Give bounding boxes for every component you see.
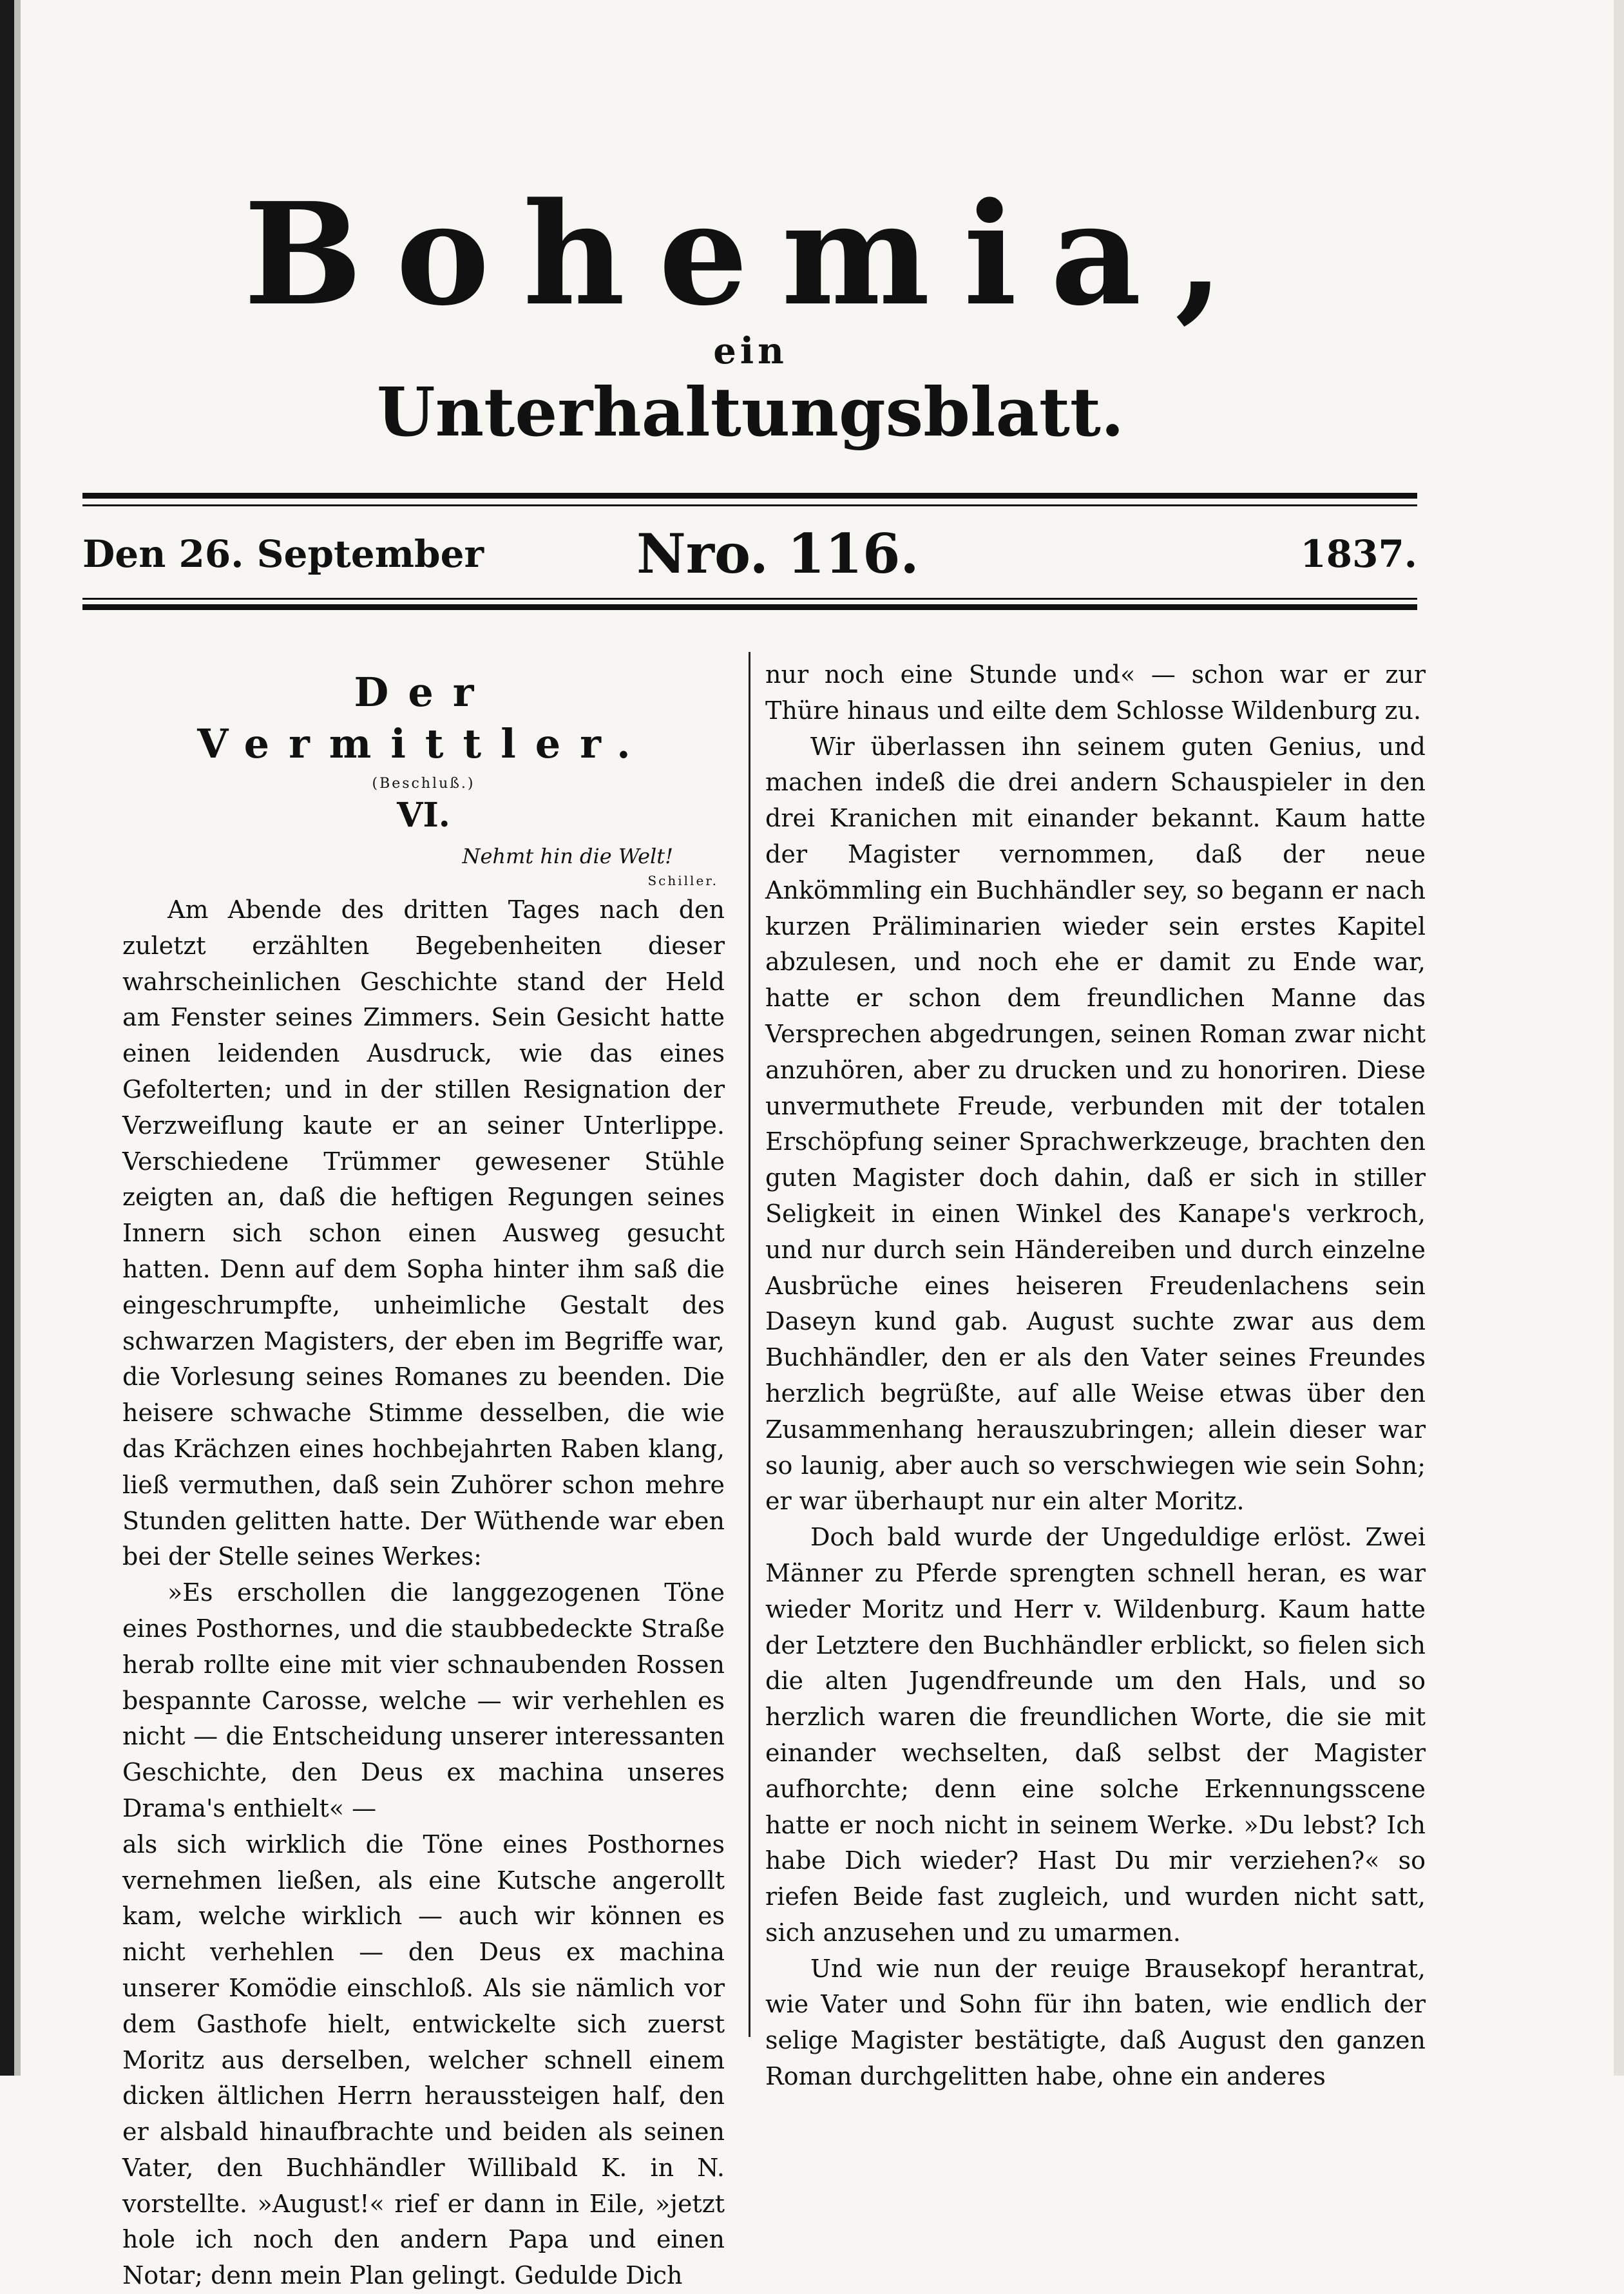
masthead-rule-bottom <box>82 598 1417 624</box>
paragraph: Am Abende des dritten Tages nach den zuletzt erzählten Begebenheiten dieser wahrscheinlichen Geschichte stand der Held am Fenster seines Zimmers. Sein Gesicht hatte einen leidenden Ausdruck, wie das eines Gefolterten; und in der stillen Resignation der Verzweiflung kaute er an seiner Unterlippe. Verschiedene Trümmer gewesener Stühle zeigten an, daß die heftigen Regungen seines Innern sich schon einen Ausweg gesucht hatten. Denn auf dem Sopha hinter ihm saß die eingeschrumpfte, unheimliche Gestalt des schwarzen Magisters, der eben im Begriffe war, die Vorlesung seines Romanes zu beenden. Die heisere schwache Stimme desselben, die wie das Krächzen eines hochbejahrten Raben klang, ließ vermuthen, daß sein Zuhörer schon mehre Stunden gelitten hatte. Der Wüthende war eben bei der Stelle seines Werkes: <box>122 895 725 1571</box>
newspaper-title: Bohemia, <box>244 172 1257 337</box>
page-right-edge <box>1614 0 1624 2076</box>
newspaper-subtitle: Unterhaltungsblatt. <box>376 372 1125 452</box>
issue-date: Den 26. September <box>82 532 484 576</box>
masthead-rule-top <box>82 493 1417 519</box>
paragraph-quote: »Es erschollen die langgezogenen Töne eines Posthornes, und die staubbedeckte Straße herab rollte eine mit vier schnaubenden Rossen bespannte Carosse, welche — wir verhehlen es nicht — die Entscheidung unserer interessanten Geschichte, den Deus ex machina unseres Drama's enthielt« — <box>122 1578 725 1822</box>
paragraph: Doch bald wurde der Ungeduldige erlöst. Zwei Männer zu Pferde sprengten schnell heran, es war wieder Moritz und Herr v. Wildenburg. Kaum hatte der Letztere den Buchhändler erblickt, so fielen sich die alten Jugendfreunde um den Hals, und so herzlich waren die freundlichen Worte, die sie mit einander wechselten, daß selbst der Magister aufhorchte; denn eine solche Erkennungsscene hatte er noch nicht in seinem Werke. »Du lebst? Ich habe Dich wieder? Hast Du mir verziehen?« so riefen Beide fast zugleich, und wurden nicht satt, sich anzusehen und zu umarmen. <box>765 1523 1426 1947</box>
paragraph: Wir überlassen ihn seinem guten Genius, und machen indeß die drei andern Schauspieler in den drei Kranichen mit einander bekannt. Kaum hatte der Magister vernommen, daß der neue Ankömmling ein Buchhändler sey, so begann er nach kurzen Präliminarien wieder sein erstes Kapitel abzulesen, und noch ehe er damit zu Ende war, hatte er schon dem freundlichen Manne das Versprechen abgedrungen, seinen Roman zwar nicht anzuhören, aber zu drucken und zu honoriren. Diese unvermuthete Freude, verbunden mit der totalen Erschöpfung seiner Sprachwerkzeuge, brachten den guten Magister doch dahin, daß er sich in stiller Seligkeit in einen Winkel des Kanape's verkroch, und nur durch sein Händereiben und durch einzelne Ausbrüche eines heiseren Freudenlachens sein Daseyn kund gab. August suchte zwar aus dem Buchhändler, den er als den Vater seines Freundes herzlich begrüßte, auf alle Weise etwas über den Zusammenhang herauszubringen; allein dieser war so launig, aber auch so verschwiegen wie sein Sohn; er war überhaupt nur ein alter Moritz. <box>765 732 1426 1516</box>
epigraph-author: Schiller. <box>647 873 718 888</box>
issue-year: 1837. <box>1300 532 1417 576</box>
paragraph: nur noch eine Stunde und« — schon war er zur Thüre hinaus und eilte dem Schlosse Wildenburg zu. <box>765 660 1426 725</box>
chapter-number: VI. <box>397 796 450 835</box>
epigraph: Nehmt hin die Welt! <box>462 844 673 868</box>
article-title: Der Vermittler. <box>197 669 650 767</box>
paragraph: Und wie nun der reuige Brausekopf herantrat, wie Vater und Sohn für ihn baten, wie endlich der selige Magister bestätigte, daß August den ganzen Roman durchgelitten habe, ohne ein anderes <box>765 1954 1426 2091</box>
right-column <box>765 657 1426 2095</box>
page-binding-edge <box>0 0 14 2076</box>
column-divider <box>749 652 750 2037</box>
dateline <box>82 522 1417 586</box>
page-binding-shadow <box>14 0 21 2076</box>
issue-number: Nro. 116. <box>636 522 919 586</box>
article-continuation-note: (Beschluß.) <box>372 776 475 792</box>
paragraph: als sich wirklich die Töne eines Posthornes vernehmen ließen, als eine Kutsche angerollt kam, welche wirklich — auch wir können es nicht verhehlen — den Deus ex machina unserer Komödie einschloß. Als sie nämlich vor dem Gasthofe hielt, entwickelte sich zuerst Moritz aus derselben, welcher schnell einem dicken ältlichen Herrn heraussteigen half, den er alsbald hinaufbrachte und beiden als seinen Vater, den Buchhändler Willibald K. in N. vorstellte. »August!« rief er dann in Eile, »jetzt hole ich noch den andern Papa und einen Notar; denn mein Plan gelingt. Gedulde Dich <box>122 1830 725 2290</box>
newspaper-title-connector: ein <box>713 330 788 372</box>
left-column <box>122 657 725 2294</box>
